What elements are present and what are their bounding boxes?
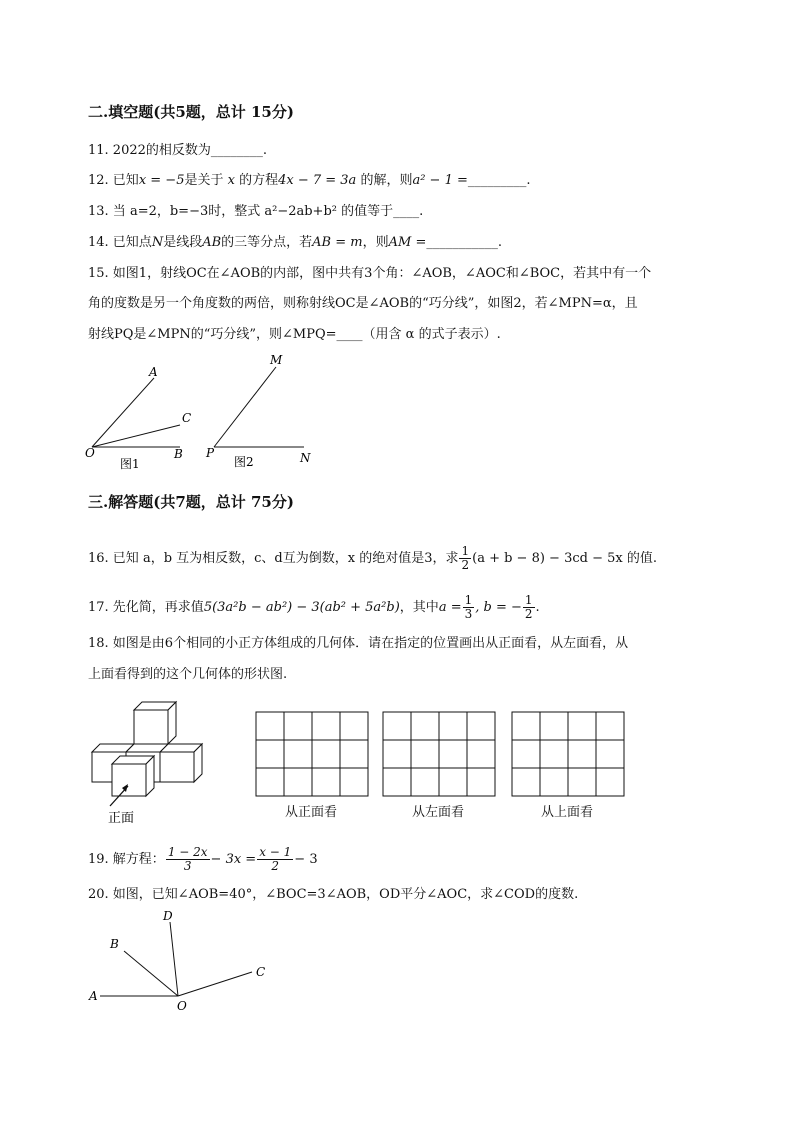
ray-oa xyxy=(92,378,154,447)
q14-blank: ___________. xyxy=(426,235,502,250)
q14-point-n: N xyxy=(151,235,164,250)
q12-mid2: 的方程 xyxy=(234,173,279,188)
label-a: A xyxy=(89,989,98,1003)
q17-b-num: 1 xyxy=(524,593,533,607)
section-heading-solve: 三.解答题(共7题，总计 75分) xyxy=(88,493,294,511)
q12-expr: a² − 1 = xyxy=(412,173,468,188)
answer-grids xyxy=(254,710,626,798)
question-17 xyxy=(88,594,540,621)
q12-eq1: x = −5 xyxy=(138,173,185,188)
q14-mid3: ，则 xyxy=(362,235,389,250)
figure-1-2 xyxy=(80,350,320,475)
q12-blank: _________. xyxy=(467,173,531,188)
caption-left-view: 从左面看 xyxy=(412,805,465,820)
question-16 xyxy=(88,545,657,572)
label-c: C xyxy=(256,965,266,979)
q14-eq: AB = m xyxy=(312,235,363,250)
figure-2-caption: 图2 xyxy=(234,455,254,469)
cube-top-side xyxy=(168,702,176,744)
ray-ob xyxy=(124,951,178,996)
q14-mid2: 的三等分点，若 xyxy=(221,235,313,250)
ray-oc xyxy=(178,972,252,996)
label-d: D xyxy=(163,909,173,923)
label-m: M xyxy=(270,353,283,367)
q12-prefix: 12. 已知 xyxy=(88,173,139,188)
front-label: 正面 xyxy=(108,811,135,826)
label-c: C xyxy=(182,411,192,425)
question-15-line3: 射线PQ是∠MPN的“巧分线”，则∠MPQ=____（用含 α 的式子表示）. xyxy=(88,327,501,342)
q19-d1: 3 xyxy=(183,859,192,873)
question-18-line2: 上面看得到的这个几何体的形状图. xyxy=(88,667,288,682)
q12-eq2: 4x − 7 = 3a xyxy=(278,173,357,188)
q19-mid: − 3x = xyxy=(210,852,257,867)
label-b: B xyxy=(110,937,119,951)
cube-figure xyxy=(88,700,208,830)
question-12 xyxy=(88,172,531,190)
q17-b-fraction xyxy=(523,594,535,621)
q16-prefix: 16. 已知 a，b 互为相反数，c、d互为倒数，x 的绝对值是3，求 xyxy=(88,551,459,566)
figure-1-caption: 图1 xyxy=(120,457,140,471)
ray-pm xyxy=(214,367,276,447)
q19-fraction-2 xyxy=(257,846,293,873)
caption-front-view: 从正面看 xyxy=(285,805,338,820)
cube-front-front xyxy=(112,764,146,796)
grid-top-view xyxy=(512,712,624,796)
question-15-line2: 角的度数是另一个角度数的两倍，则称射线OC是∠AOB的“巧分线”，如图2，若∠MPN=α，且 xyxy=(88,296,638,311)
question-11: 11. 2022的相反数为________. xyxy=(88,143,268,158)
q17-prefix: 17. 先化简，再求值 xyxy=(88,600,204,615)
cube-right-front xyxy=(160,752,194,782)
q14-eq2: AM = xyxy=(388,235,427,250)
q12-mid: 是关于 xyxy=(184,173,228,188)
q19-fraction-1 xyxy=(166,846,210,873)
label-a: A xyxy=(149,365,158,379)
q17-b-eq: , b = − xyxy=(475,600,522,615)
q12-var: x xyxy=(227,173,235,188)
q19-d2: 2 xyxy=(271,859,280,873)
question-13: 13. 当 a=2，b=−3时，整式 a²−2ab+b² 的值等于____. xyxy=(88,204,424,219)
q16-fraction-num: 1 xyxy=(461,544,470,558)
q19-n1: 1 − 2x xyxy=(167,845,208,859)
q19-prefix: 19. 解方程： xyxy=(88,852,165,867)
q12-mid3: 的解，则 xyxy=(356,173,413,188)
q16-fraction xyxy=(459,545,471,572)
grid-left-view xyxy=(383,712,495,796)
q17-mid: ，其中 xyxy=(399,600,439,615)
q17-a-num: 1 xyxy=(464,593,473,607)
q19-end: − 3 xyxy=(294,852,318,867)
q17-a-fraction xyxy=(463,594,475,621)
question-14 xyxy=(88,234,502,252)
q14-mid: 是线段 xyxy=(163,235,203,250)
q17-a-eq: a = xyxy=(438,600,462,615)
label-o: O xyxy=(177,999,187,1013)
label-b: B xyxy=(174,447,183,461)
q17-end: . xyxy=(535,600,540,615)
ray-od xyxy=(170,922,178,996)
ray-oc xyxy=(92,425,180,447)
figure-q20 xyxy=(84,906,284,1014)
q17-expr: 5(3a²b − ab²) − 3(ab² + 5a²b) xyxy=(203,600,400,615)
question-15-line1: 15. 如图1，射线OC在∠AOB的内部，图中共有3个角：∠AOB，∠AOC和∠BOC，若其中有一个 xyxy=(88,266,652,281)
question-18-line1: 18. 如图是由6个相同的小正方体组成的几何体．请在指定的位置画出从正面看，从左面看，从 xyxy=(88,636,629,651)
figure-1 xyxy=(85,365,191,471)
q14-ab: AB xyxy=(202,235,222,250)
question-19 xyxy=(88,846,318,873)
q14-prefix: 14. 已知点 xyxy=(88,235,152,250)
cube-mid-top xyxy=(126,744,168,752)
grid-front-view xyxy=(256,712,368,796)
label-p: P xyxy=(206,446,215,460)
q17-a-den: 3 xyxy=(464,607,473,621)
section-heading-fill-blank: 二.填空题(共5题，总计 15分) xyxy=(88,103,294,121)
q16-suffix: (a + b − 8) − 3cd − 5x 的值. xyxy=(472,551,657,566)
caption-top-view: 从上面看 xyxy=(541,805,594,820)
label-n: N xyxy=(300,451,311,465)
cube-top-front xyxy=(134,710,168,744)
question-20: 20. 如图，已知∠AOB=40°，∠BOC=3∠AOB，OD平分∠AOC，求∠COD的度数. xyxy=(88,887,579,902)
q17-b-den: 2 xyxy=(524,607,533,621)
q16-fraction-den: 2 xyxy=(461,558,470,572)
q19-n2: x − 1 xyxy=(259,845,292,859)
figure-2 xyxy=(205,353,311,469)
label-o: O xyxy=(85,446,95,460)
